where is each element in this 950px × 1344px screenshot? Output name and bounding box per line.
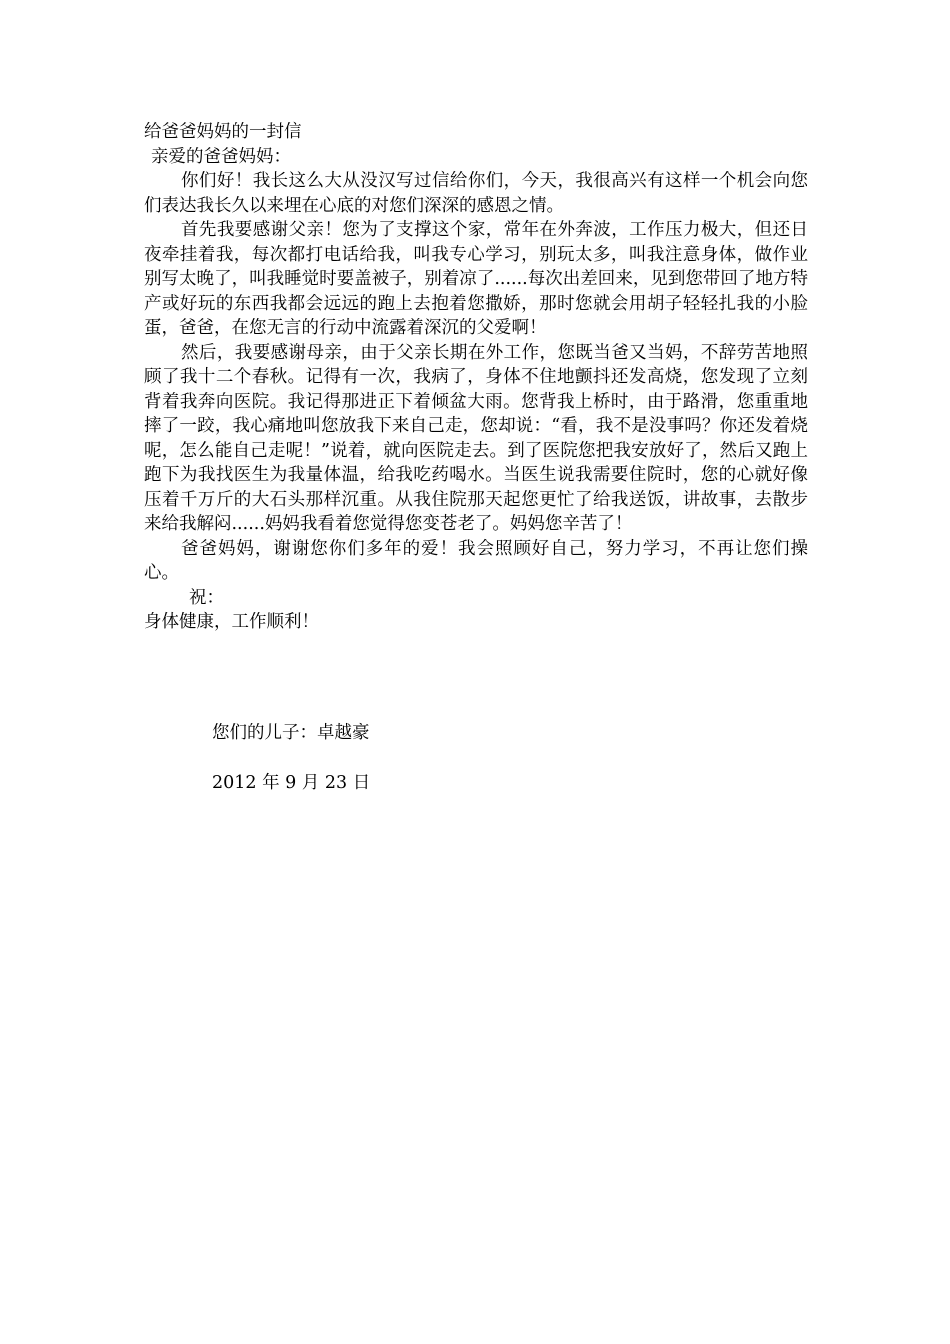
letter-title: 给爸爸妈妈的一封信	[144, 122, 302, 142]
paragraph-father: 首先我要感谢父亲！您为了支撑这个家，常年在外奔波，工作压力极大，但还日夜牵挂着我，每次都打电话给我，叫我专心学习，别玩太多，叫我注意身体，做作业别写太晚了，叫我睡觉时要盖被子，别着凉了......每次出差回来，见到您带回了地方特产或好玩的东西我都会远远的跑上去抱着您撒娇，那时您就会用胡子轻轻扎我的小脸蛋，爸爸，在您无言的行动中流露着深沉的父爱啊！	[144, 220, 808, 338]
signature: 您们的儿子：卓越豪	[212, 723, 370, 743]
paragraph-opening: 你们好！我长这么大从没汉写过信给你们，今天，我很高兴有这样一个机会向您们表达我长久以来埋在心底的对您们深深的感恩之情。	[144, 171, 808, 216]
wish-label: 祝：	[189, 587, 224, 608]
paragraph-mother: 然后，我要感谢母亲，由于父亲长期在外工作，您既当爸又当妈，不辞劳苦地照顾了我十二个春秋。记得有一次，我病了，身体不住地颤抖还发高烧，您发现了立刻背着我奔向医院。我记得那进正下着倾盆大雨。您背我上桥时，由于路滑，您重重地摔了一跤，我心痛地叫您放我下来自己走，您却说：“看，我不是没事吗？你还发着烧呢，怎么能自己走呢！”说着，就向医院走去。到了医院您把我安放好了，然后又跑上跑下为我找医生为我量体温，给我吃药喝水。当医生说我需要住院时，您的心就好像压着千万斤的大石头那样沉重。从我住院那天起您更忙了给我送饭，讲故事，去散步来给我解闷......妈妈我看着您觉得您变苍老了。妈妈您辛苦了！	[144, 342, 808, 534]
wish-text: 身体健康，工作顺利！	[144, 612, 319, 632]
letter-greeting: 亲爱的爸爸妈妈：	[151, 146, 291, 167]
letter-body	[144, 120, 808, 635]
letter-date: 2012 年 9 月 23 日	[212, 773, 371, 793]
paragraph-closing: 爸爸妈妈，谢谢您你们多年的爱！我会照顾好自己，努力学习，不再让您们操心。	[144, 538, 808, 583]
